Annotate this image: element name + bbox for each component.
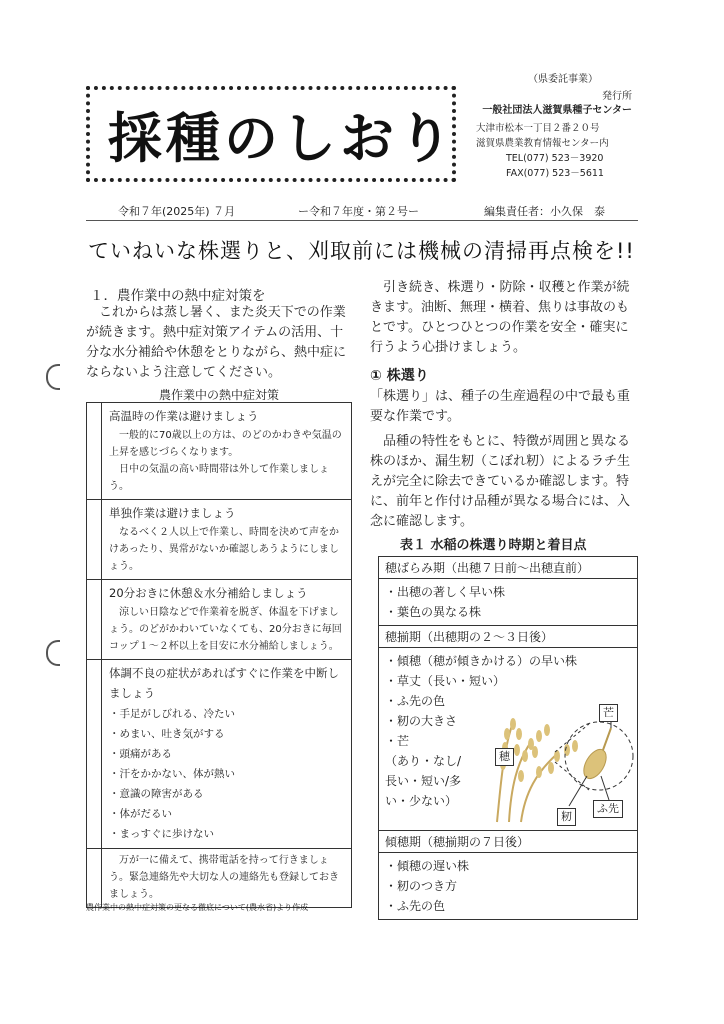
publisher-address2: 滋賀県農業教育情報センター内 <box>476 138 609 149</box>
table-row <box>87 500 352 580</box>
row-heading: 高温時の作業は避けましょう <box>109 409 259 423</box>
phase-item: ・芒 <box>385 734 410 748</box>
commission-note: （県委託事業） <box>528 74 598 85</box>
hull-tip-pointer <box>601 776 609 800</box>
phase-label: 穂揃期（出穂期の２〜３日後） <box>379 625 637 648</box>
publisher-fax: FAX(077) 523－5611 <box>506 168 604 179</box>
phase-item: ・ふ先の色 <box>385 899 446 913</box>
phase-item: ・傾穂の遅い株 <box>385 859 470 873</box>
awn-line <box>603 728 611 750</box>
symptom-item: ・頭痛がある <box>109 748 172 760</box>
label-momi: 籾 <box>557 808 576 826</box>
symptom-item: ・汗をかかない、体が熱い <box>109 768 235 780</box>
row-body: なるべく２人以上で作業し、時間を決めて声をかけあったり、異常がないか確認しあうようにしましょう。 <box>109 527 339 572</box>
heat-table-caption: 農作業中の熱中症対策 <box>158 388 279 402</box>
right-para-1: 「株選り」は、種子の生産過程の中で最も重要な作業です。 <box>370 389 631 424</box>
table-row <box>87 403 352 500</box>
right-intro: 引き続き、株選り・防除・収穫と作業が続きます。油断、無理・横着、焦りは事故のもとです。ひとつひとつの作業を安全・確実に行うよう心掛けましょう。 <box>370 280 630 355</box>
label-nogi: 芒 <box>599 704 618 722</box>
label-fusaki: ふ先 <box>593 800 623 818</box>
zoom-line <box>555 724 589 752</box>
enlarged-grain <box>579 746 611 783</box>
section1-title: １．農作業中の熱中症対策を <box>90 288 266 304</box>
table1 <box>378 556 638 920</box>
publisher-name: 一般社団法人滋賀県種子センター <box>482 105 632 116</box>
phase-label: 穂ばらみ期（出穂７日前〜出穂直前） <box>379 557 637 579</box>
table-source: 農作業中の熱中症対策の更なる徹底について(農水省)より作成 <box>86 903 309 912</box>
issue-number: ー令和７年度・第２号ー <box>298 205 419 218</box>
table-row <box>87 580 352 660</box>
phase-item: ・ふ先の色 <box>385 694 446 708</box>
table-row <box>87 660 352 849</box>
row-body: 一般的に70歳以上の方は、のどのかわきや気温の上昇を感じづらくなります。 <box>109 430 342 458</box>
phase-item: ・籾のつき方 <box>385 879 458 893</box>
symptom-item: ・意識の障害がある <box>109 788 204 800</box>
phase-item: ・出穂の著しく早い株 <box>385 585 506 599</box>
phase-label: 傾穂期（穂揃期の７日後） <box>379 830 637 853</box>
heat-table <box>86 402 352 908</box>
table1-title: 表１ 水稲の株選り時期と着目点 <box>400 538 587 553</box>
section1-intro: これからは蒸し暑く、また炎天下での作業が続きます。熱中症対策アイテムの活用、十分な水分補給や休憩をとりながら、熱中症にならないよう注意してください。 <box>86 305 347 380</box>
symptom-item: ・めまい、吐き気がする <box>109 728 225 740</box>
phase-item: ・草丈（長い・短い） <box>385 674 506 688</box>
page-title: 採種のしおり <box>108 107 456 170</box>
publisher-label: 発行所 <box>602 91 632 102</box>
subsection-title: ① 株選り <box>370 368 429 384</box>
phase-item: （あり・なし/ <box>385 754 462 768</box>
editor: 編集責任者：小久保 泰 <box>484 205 605 218</box>
issue-date: 令和７年(2025年) ７月 <box>118 205 236 218</box>
headline: ていねいな株選りと、刈取前には機械の清掃再点検を!! <box>88 239 635 263</box>
publisher-tel: TEL(077) 523－3920 <box>506 153 604 164</box>
phase-item: 長い・短い/多 <box>385 774 462 788</box>
table-row <box>87 849 352 908</box>
right-para-2: 品種の特性をもとに、特徴が周囲と異なる株のほか、漏生籾（こぼれ籾）によるラチ生えが完全に除去できているか確認します。特に、前年と作付け品種が異なる場合には、入念に確認します。 <box>370 434 631 529</box>
label-ho: 穂 <box>495 748 514 766</box>
punch-hole-top <box>46 364 60 390</box>
phase-item: い・少ない） <box>385 794 458 808</box>
phase-item: ・葉色の異なる株 <box>385 605 482 619</box>
punch-hole-bottom <box>46 640 60 666</box>
row-heading: 体調不良の症状があればすぐに作業を中断しましょう <box>109 666 339 700</box>
row-heading: 20分おきに休憩＆水分補給しましょう <box>109 586 308 600</box>
row-body: 万が一に備えて、携帯電話を持って行きましょう。緊急連絡先や大切な人の連絡先も登録しておきましょう。 <box>109 855 339 900</box>
symptom-item: ・まっすぐに歩けない <box>109 828 214 840</box>
phase-item: ・傾穂（穂が傾きかける）の早い株 <box>385 654 578 668</box>
row-body-2: 日中の気温の高い時間帯は外して作業しましょう。 <box>109 464 329 492</box>
row-heading: 単独作業は避けましょう <box>109 506 236 520</box>
grain-pointer <box>569 776 587 806</box>
phase-item: ・籾の大きさ <box>385 714 458 728</box>
symptom-item: ・体がだるい <box>109 808 172 820</box>
row-body: 涼しい日陰などで作業着を脱ぎ、体温を下げましょう。のどがかわいていなくても、20分おきに毎回コップ１～２杯以上を目安に水分補給しましょう。 <box>109 607 342 652</box>
header-divider <box>86 220 638 221</box>
symptom-item: ・手足がしびれる、冷たい <box>109 708 235 720</box>
publisher-address: 大津市松本一丁目２番２０号 <box>476 123 600 134</box>
